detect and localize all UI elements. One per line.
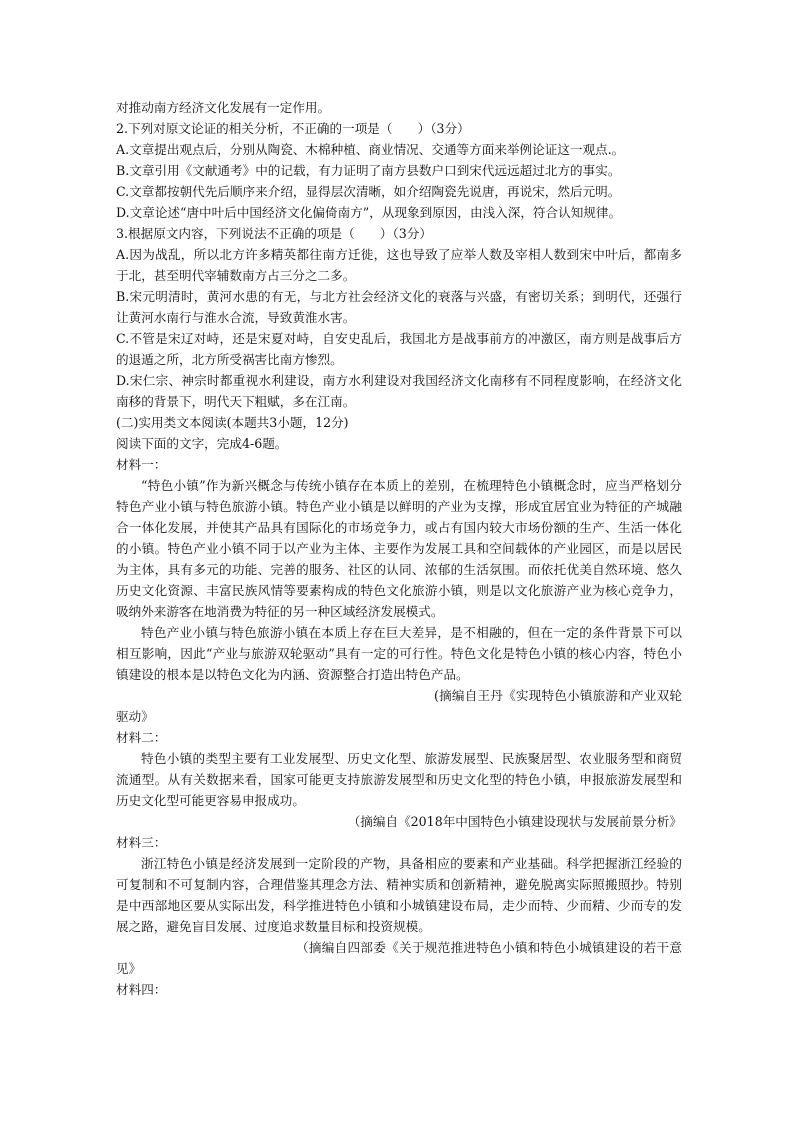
material-3-label: 材料三：	[116, 835, 167, 850]
material-1-source: (摘编自王丹《实现特色小镇旅游和产业双轮驱动》	[116, 688, 682, 724]
question-2-option-d: D.文章论述“唐中叶后中国经济文化偏倚南方”，从现象到原因，由浅入深，符合认知规律。	[116, 205, 622, 220]
question-3-option-a: A.因为战乱，所以北方许多精英都往南方迁徙，这也导致了应举人数及宰相人数到宋中叶后，都南多于北，甚至明代宰辅数南方占三分之二多。	[116, 247, 682, 283]
material-2-paragraph-1: 特色小镇的类型主要有工业发展型、历史文化型、旅游发展型、民族聚居型、农业服务型和商贸流通型。从有关数据来看，国家可能更支持旅游发展型和历史文化型的特色小镇，申报旅游发展型和历史文化型可能更容易申报成功。	[116, 751, 682, 808]
question-3-option-c: C.不管是宋辽对峙，还是宋夏对峙，自安史乱后，我国北方是战事前方的冲激区，南方则是战事后方的退遁之所，北方所受祸害比南方惨烈。	[116, 331, 682, 367]
material-2-label: 材料二：	[116, 730, 167, 745]
material-2-source: （摘编自《2018年中国特色小镇建设现状与发展前景分析》	[347, 814, 682, 829]
document-page	[116, 97, 682, 1000]
material-1-paragraph-2: 特色产业小镇与特色旅游小镇在本质上存在巨大差异，是不相融的，但在一定的条件背景下可以相互影响，因此“产业与旅游双轮驱动”具有一定的可行性。特色文化是特色小镇的核心内容，特色小镇建设的根本是以特色文化为内涵、资源整合打造出特色产品。	[116, 625, 682, 682]
question-3-stem: 3.根据原文内容，下列说法不正确的项是（ ）（3分）	[116, 226, 432, 241]
question-3-option-d: D.宋仁宗、神宗时都重视水利建设，南方水利建设对我国经济文化南移有不同程度影响，在经济文化南移的背景下，明代天下粗赋，多在江南。	[116, 373, 682, 409]
material-4-label: 材料四：	[116, 982, 167, 997]
question-2-option-b: B.文章引用《文献通考》中的记载，有力证明了南方县数户口到宋代远远超过北方的事实。	[116, 163, 621, 178]
question-2-option-a: A.文章提出观点后，分别从陶瓷、木棉种植、商业情况、交通等方面来举例论证这一观点.。	[116, 142, 625, 157]
material-1-label: 材料一：	[116, 457, 167, 472]
section-2-instruction: 阅读下面的文字，完成4-6题。	[116, 436, 288, 451]
question-2-option-c: C.文章都按朝代先后顺序来介绍，显得层次清晰，如介绍陶瓷先说唐，再说宋，然后元明。	[116, 184, 621, 199]
material-3-source: （摘编自四部委《关于规范推进特色小镇和特色小城镇建设的若干意见》	[116, 940, 682, 976]
material-3-paragraph-1: 浙江特色小镇是经济发展到一定阶段的产物，具备相应的要素和产业基础。科学把握浙江经验的可复制和不可复制内容，合理借鉴其理念方法、精神实质和创新精神，避免脱离实际照搬照抄。特别是中西部地区要从实际出发，科学推进特色小镇和小城镇建设布局，走少而特、少而精、少而专的发展之路，避免盲目发展、过度追求数量目标和投资规模。	[116, 856, 682, 934]
section-2-heading: (二)实用类文本阅读(本题共3小题，12分)	[116, 415, 349, 430]
question-2-stem: 2.下列对原文论证的相关分析，不正确的一项是（ ）（3分）	[116, 121, 470, 136]
material-1-paragraph-1: “特色小镇”作为新兴概念与传统小镇存在本质上的差别，在梳理特色小镇概念时，应当严格划分特色产业小镇与特色旅游小镇。特色产业小镇是以鲜明的产业为支撑，形成宜居宜业为特征的产城融合一体化发展，并使其产品具有国际化的市场竞争力，或占有国内较大市场份额的生产、生活一体化的小镇。特色产业小镇不同于以产业为主体、主要作为发展工具和空间载体的产业园区，而是以居民为主体，具有多元的功能、完善的服务、社区的认同、浓郁的生活氛围。而依托优美自然环境、悠久历史文化资源、丰富民族风情等要素构成的特色文化旅游小镇，则是以文化旅游产业为核心竞争力，吸纳外来游客在地消费为特征的另一种区域经济发展模式。	[116, 478, 682, 619]
question-3-option-b: B.宋元明清时，黄河水患的有无，与北方社会经济文化的衰落与兴盛，有密切关系；到明代，还强行让黄河水南行与淮水合流，导致黄淮水害。	[116, 289, 682, 325]
intro-tail-text: 对推动南方经济文化发展有一定作用。	[116, 100, 331, 115]
